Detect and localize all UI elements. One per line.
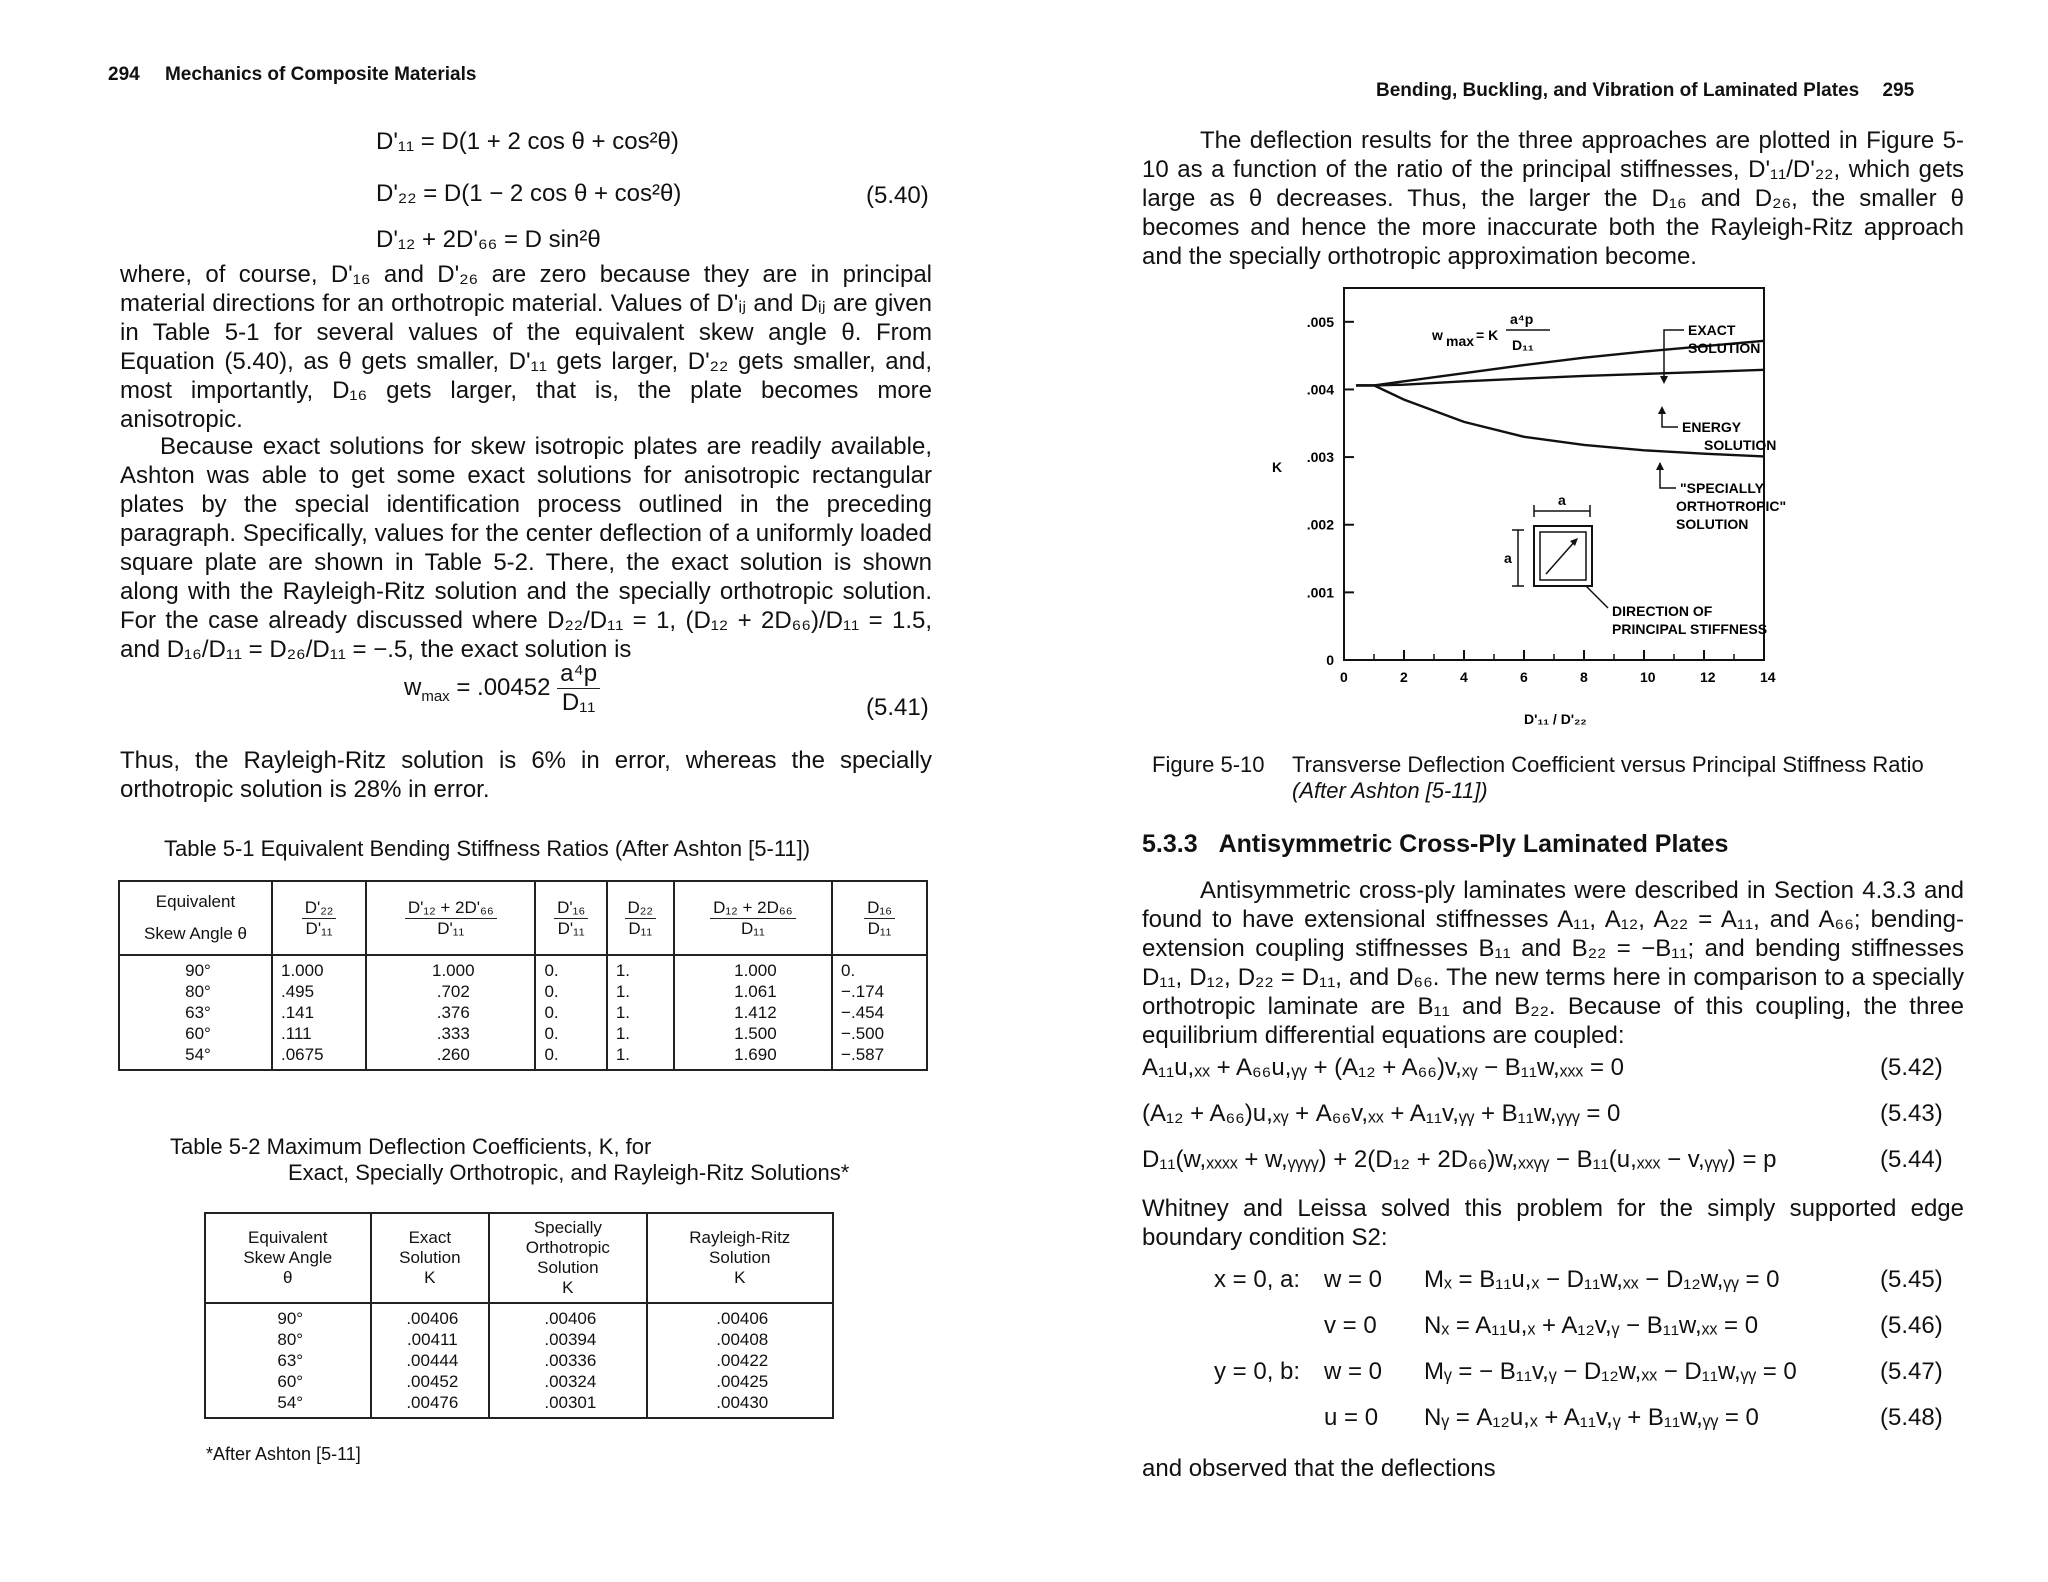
bc-condition: w = 0 <box>1324 1358 1383 1385</box>
eq-5-48-number: (5.48) <box>1880 1404 1943 1431</box>
left-page-number: 294 <box>108 64 140 85</box>
y-tick-label: .005 <box>1306 313 1334 330</box>
figure-5-10-chart <box>1264 280 1844 750</box>
left-paragraph-3: Thus, the Rayleigh-Ritz solution is 6% in error, whereas the specially orthotropic solution is 28% in error. <box>120 747 932 803</box>
eq-5-44-number: (5.44) <box>1880 1146 1943 1173</box>
table-5-1-cell: 0. 0. 0. 0. 0. <box>535 955 606 1070</box>
table-5-2-cell: 90° 80° 63° 60° 54° <box>205 1303 371 1418</box>
table-5-2-header-cell: Equivalent Skew Angle θ <box>205 1213 371 1303</box>
eq-5-41: $w_{max} = .00452$ $\frac{\text{a⁴p}}{\text{D₁₁}}$ <box>404 660 600 717</box>
table-5-2-header-row <box>205 1213 833 1303</box>
y-tick-label: .001 <box>1306 584 1334 601</box>
right-page <box>1024 0 2048 1582</box>
left-header-title: Mechanics of Composite Materials <box>164 64 477 85</box>
section-heading: 5.3.3 Antisymmetric Cross-Ply Laminated Plates <box>1142 830 1729 858</box>
eq-5-43: (A₁₂ + A₆₆)u,ₓᵧ + A₆₆v,ₓₓ + A₁₁v,ᵧᵧ + B₁₁w,ᵧᵧᵧ = 0 <box>1142 1100 1621 1127</box>
table-5-2-header-cell: Specially Orthotropic Solution K <box>489 1213 646 1303</box>
eq-5-46-number: (5.46) <box>1880 1312 1943 1339</box>
svg-text:max: max <box>1446 333 1475 349</box>
table-5-1-header-cell: Equivalent Skew Angle θ <box>119 881 272 955</box>
table-5-2-cell: .00406 .00408 .00422 .00425 .00430 <box>647 1303 833 1418</box>
table-5-1-cell: 1.000 1.061 1.412 1.500 1.690 <box>674 955 832 1070</box>
label-energy: ENERGY <box>1682 419 1742 435</box>
eq-5-42-number: (5.42) <box>1880 1054 1943 1081</box>
eq-5-40-line3: D'₁₂ + 2D'₆₆ = D sin²θ <box>376 226 601 253</box>
table-5-1-data-row <box>119 955 927 1070</box>
bc-condition: u = 0 <box>1324 1404 1379 1431</box>
table-5-1 <box>118 880 928 1071</box>
left-paragraph-2: Because exact solutions for skew isotropic plates are readily available, Ashton was able to get some exact solutions for anisotropic rectangular plates by the special identification process outlined in the preceding paragraph. Specifically, values for the center deflection of a uniformly loaded square plate are shown in Table 5-2. There, the exact solution is shown along with the Rayleigh-Ritz solution and the specially orthotropic solution. For the case already discussed where D₂₂/D₁₁ = 1, (D₁₂ + 2D₆₆)/D₁₁ = 1.5, and D₁₆/D₁₁ = D₂₆/D₁₁ = −.5, the exact solution is <box>120 433 932 663</box>
right-paragraph-3: Whitney and Leissa solved this problem for the simply supported edge boundary condition S2: <box>1142 1195 1964 1251</box>
right-paragraph-2: Antisymmetric cross-ply laminates were described in Section 4.3.3 and found to have extensional stiffnesses A₁₁, A₁₂, A₂₂ = A₁₁, and A₆₆; bending-extension coupling stiffnesses B₁₁ and B₂₂ = −B₁₁; and bending stiffnesses D₁₁, D₁₂, D₂₂ = D₁₁, and D₆₆. The new terms here in comparison to a specially orthotropic laminate are B₁₁ and B₂₂. Because of this coupling, the three equilibrium differential equations are coupled: <box>1142 877 1964 1049</box>
eq-5-42: A₁₁u,ₓₓ + A₆₆u,ᵧᵧ + (A₁₂ + A₆₆)v,ₓᵧ − B₁₁w,ₓₓₓ = 0 <box>1142 1054 1624 1081</box>
right-header-title: Bending, Buckling, and Vibration of Laminated Plates <box>1376 80 1860 101</box>
table-5-2 <box>204 1212 834 1419</box>
figure-5-10-caption-number: Figure 5-10 <box>1152 752 1265 777</box>
right-paragraph-1: The deflection results for the three approaches are plotted in Figure 5-10 as a function of the ratio of the principal stiffnesses, D'₁₁/D'₂₂, which gets large as θ decreases. Thus, the larger the D₁₆ and D₂₆, the smaller θ becomes and hence the more inaccurate both the Rayleigh-Ritz approach and the specially orthotropic approximation become. <box>1142 127 1964 270</box>
x-tick-label: 14 <box>1760 669 1776 685</box>
right-page-number: 295 <box>1882 80 1915 101</box>
table-5-1-header-cell: $\frac{\text{D₁₆}}{\text{D₁₁}}$ <box>832 881 927 955</box>
x-tick-label: 4 <box>1460 669 1468 685</box>
svg-text:w: w <box>1432 327 1443 343</box>
table-5-1-cell: 90° 80° 63° 60° 54° <box>119 955 272 1070</box>
bc-prefix: y = 0, b: <box>1214 1358 1301 1385</box>
svg-text:a: a <box>1558 492 1566 508</box>
eq-5-45-number: (5.45) <box>1880 1266 1943 1293</box>
table-5-1-header-cell: $\frac{\text{D₁₂ + 2D₆₆}}{\text{D₁₁}}$ <box>674 881 832 955</box>
right-running-header <box>1376 80 1914 102</box>
label-exact: EXACT <box>1688 322 1736 338</box>
table-5-2-caption-line2: Exact, Specially Orthotropic, and Rayleigh-Ritz Solutions* <box>288 1160 850 1185</box>
eq-5-40-line1: D'₁₁ = D(1 + 2 cos θ + cos²θ) <box>376 128 679 155</box>
x-tick-label: 2 <box>1400 669 1408 685</box>
chart-formula <box>1431 311 1550 353</box>
bc-condition: v = 0 <box>1324 1312 1377 1339</box>
left-paragraph-1: where, of course, D'₁₆ and D'₂₆ are zero because they are in principal material directions for an orthotropic material. Values of D'ᵢⱼ and Dᵢⱼ are given in Table 5-1 for several values of the equivalent skew angle θ. From Equation (5.40), as θ gets smaller, D'₁₁ gets larger, D'₂₂ gets smaller, and, most importantly, D₁₆ gets larger, that is, the plate becomes more anisotropic. <box>120 261 932 433</box>
svg-text:SOLUTION: SOLUTION <box>1704 437 1777 453</box>
eq-5-43-number: (5.43) <box>1880 1100 1943 1127</box>
svg-text:ORTHOTROPIC": ORTHOTROPIC" <box>1676 498 1787 514</box>
label-specially-orthotropic: "SPECIALLY <box>1680 480 1764 496</box>
table-5-2-header-cell: Rayleigh-Ritz Solution K <box>647 1213 833 1303</box>
right-paragraph-4: and observed that the deflections <box>1142 1455 1496 1482</box>
x-tick-label: 0 <box>1340 669 1348 685</box>
table-5-2-cell: .00406 .00411 .00444 .00452 .00476 <box>371 1303 490 1418</box>
x-tick-label: 8 <box>1580 669 1588 685</box>
table-5-1-header-cell: $\frac{\text{D'₁₆}}{\text{D'₁₁}}$ <box>535 881 606 955</box>
table-5-1-cell: 1. 1. 1. 1. 1. <box>607 955 674 1070</box>
y-tick-label: 0 <box>1326 652 1334 668</box>
left-running-header <box>108 64 476 86</box>
table-5-1-header-row <box>119 881 927 955</box>
table-5-1-header-cell: $\frac{\text{D'₂₂}}{\text{D'₁₁}}$ <box>272 881 366 955</box>
table-5-2-footnote: *After Ashton [5-11] <box>206 1444 361 1464</box>
eq-5-40-number: (5.40) <box>866 182 929 209</box>
eq-5-44: D₁₁(w,ₓₓₓₓ + w,ᵧᵧᵧᵧ) + 2(D₁₂ + 2D₆₆)w,ₓₓᵧᵧ − B₁₁(u,ₓₓₓ − v,ᵧᵧᵧ) = p <box>1142 1146 1777 1173</box>
table-5-1-cell: 1.000 .495 .141 .111 .0675 <box>272 955 366 1070</box>
svg-text:a⁴p: a⁴p <box>1510 311 1534 327</box>
eq-5-40-line2: D'₂₂ = D(1 − 2 cos θ + cos²θ) <box>376 180 682 207</box>
table-5-2-data-row <box>205 1303 833 1418</box>
figure-5-10-caption-line1: Transverse Deflection Coefficient versus Principal Stiffness Ratio <box>1292 752 1924 777</box>
x-axis-label: D'₁₁ / D'₂₂ <box>1524 711 1587 727</box>
svg-text:a: a <box>1504 550 1512 566</box>
eq-5-47-number: (5.47) <box>1880 1358 1943 1385</box>
svg-text:= K: = K <box>1476 327 1499 343</box>
table-5-2-cell: .00406 .00394 .00336 .00324 .00301 <box>489 1303 646 1418</box>
svg-text:SOLUTION: SOLUTION <box>1676 516 1749 532</box>
y-tick-label: .002 <box>1306 516 1334 533</box>
x-tick-label: 12 <box>1700 669 1716 685</box>
table-5-1-caption: Table 5-1 Equivalent Bending Stiffness Ratios (After Ashton [5-11]) <box>164 836 811 861</box>
bc-prefix: x = 0, a: <box>1214 1266 1301 1293</box>
eq-5-48: Nᵧ = A₁₂u,ₓ + A₁₁v,ᵧ + B₁₁w,ᵧᵧ = 0 <box>1424 1404 1759 1431</box>
svg-text:SOLUTION: SOLUTION <box>1688 340 1761 356</box>
label-direction: DIRECTION OF <box>1612 603 1713 619</box>
series-line-2 <box>1356 370 1764 386</box>
y-tick-label: .004 <box>1306 381 1334 398</box>
curves <box>1356 341 1764 457</box>
svg-text:PRINCIPAL STIFFNESS: PRINCIPAL STIFFNESS <box>1612 621 1768 637</box>
y-tick-label: .003 <box>1306 449 1334 466</box>
eq-5-46: Nₓ = A₁₁u,ₓ + A₁₂v,ᵧ − B₁₁w,ₓₓ = 0 <box>1424 1312 1759 1339</box>
svg-text:D₁₁: D₁₁ <box>1512 337 1534 353</box>
table-5-2-caption-line1: Table 5-2 Maximum Deflection Coefficients, K, for <box>170 1134 652 1159</box>
y-axis-label: K <box>1272 459 1283 475</box>
table-5-1-header-cell: $\frac{\text{D'₁₂ + 2D'₆₆}}{\text{D'₁₁}}$ <box>366 881 535 955</box>
table-5-1-header-cell: $\frac{\text{D₂₂}}{\text{D₁₁}}$ <box>607 881 674 955</box>
table-5-2-header-cell: Exact Solution K <box>371 1213 490 1303</box>
inset-plate-diagram <box>1504 492 1608 608</box>
eq-5-47: Mᵧ = − B₁₁v,ᵧ − D₁₂w,ₓₓ − D₁₁w,ᵧᵧ = 0 <box>1424 1358 1797 1385</box>
figure-5-10-caption-line2: (After Ashton [5-11]) <box>1292 778 1488 803</box>
table-5-1-cell: 1.000 .702 .376 .333 .260 <box>366 955 535 1070</box>
eq-5-45: Mₓ = B₁₁u,ₓ − D₁₁w,ₓₓ − D₁₂w,ᵧᵧ = 0 <box>1424 1266 1780 1293</box>
table-5-1-cell: 0. −.174 −.454 −.500 −.587 <box>832 955 927 1070</box>
eq-5-41-number: (5.41) <box>866 694 929 721</box>
x-tick-label: 6 <box>1520 669 1528 685</box>
x-tick-label: 10 <box>1640 669 1656 685</box>
bc-condition: w = 0 <box>1324 1266 1383 1293</box>
